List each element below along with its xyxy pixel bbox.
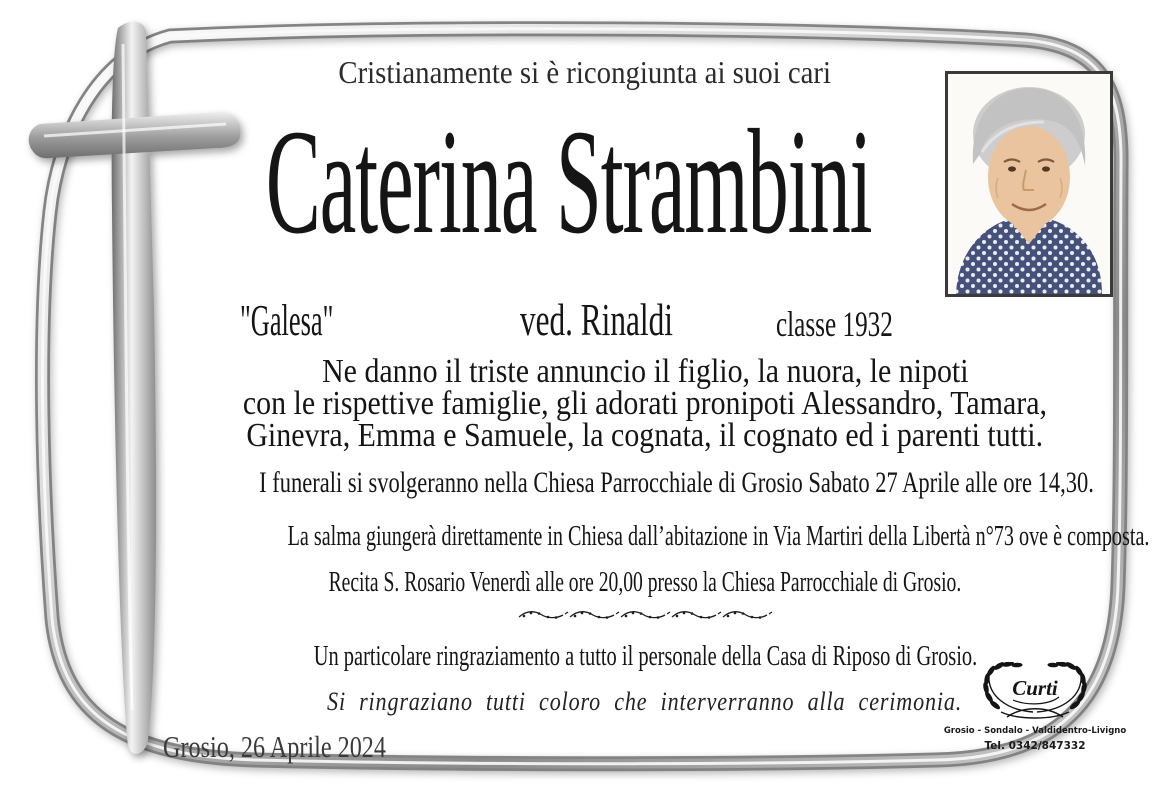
birth-class: classe 1932 bbox=[776, 304, 893, 344]
thanks-italic-line: Si ringraziano tutti coloro che interverranno alla cerimonia. bbox=[327, 687, 963, 716]
agency-logo bbox=[942, 662, 1128, 752]
place-date: Grosio, 26 Aprile 2024 bbox=[163, 729, 386, 764]
announcement-line: Ginevra, Emma e Samuele, la cognata, il cognato ed i parenti tutti. bbox=[246, 417, 1044, 454]
body-transfer-line: La salma giungerà direttamente in Chiesa dall’abitazione in Via Martiri della Libertà n°73 ove è composta. bbox=[287, 521, 1150, 552]
agency-locations: Grosio - Sondalo - Valdidentro-Livigno bbox=[943, 726, 1127, 736]
deceased-name: Caterina Strambini bbox=[265, 99, 872, 265]
rosary-line: Recita S. Rosario Venerdì alle ore 20,00 presso la Chiesa Parrocchiale di Grosio. bbox=[328, 567, 962, 598]
thanks-line: Un particolare ringraziamento a tutto il personale della Casa di Riposo di Grosio. bbox=[313, 641, 977, 672]
intro-line bbox=[0, 54, 1169, 91]
funeral-info-line: I funerali si svolgeranno nella Chiesa Parrocchiale di Grosio Sabato 27 Aprile alle ore 14,30. bbox=[259, 466, 1094, 499]
announcement-line: con le rispettive famiglie, gli adorati pronipoti Alessandro, Tamara, bbox=[242, 385, 1048, 422]
announcement-line: Ne danno il triste annuncio il figlio, la nuora, le nipoti bbox=[321, 353, 969, 390]
agency-name-script: Curti bbox=[1012, 676, 1058, 700]
widow-name: ved. Rinaldi bbox=[520, 294, 673, 345]
intro-text: Cristianamente si è ricongiunta ai suoi cari bbox=[338, 54, 831, 90]
announcement-paragraph bbox=[120, 353, 1169, 454]
nickname: "Galesa" bbox=[240, 296, 334, 345]
agency-phone: Tel. 0342/847332 bbox=[984, 740, 1086, 752]
ornament-divider bbox=[120, 608, 1169, 627]
laurel-wreath-icon bbox=[973, 662, 1097, 720]
